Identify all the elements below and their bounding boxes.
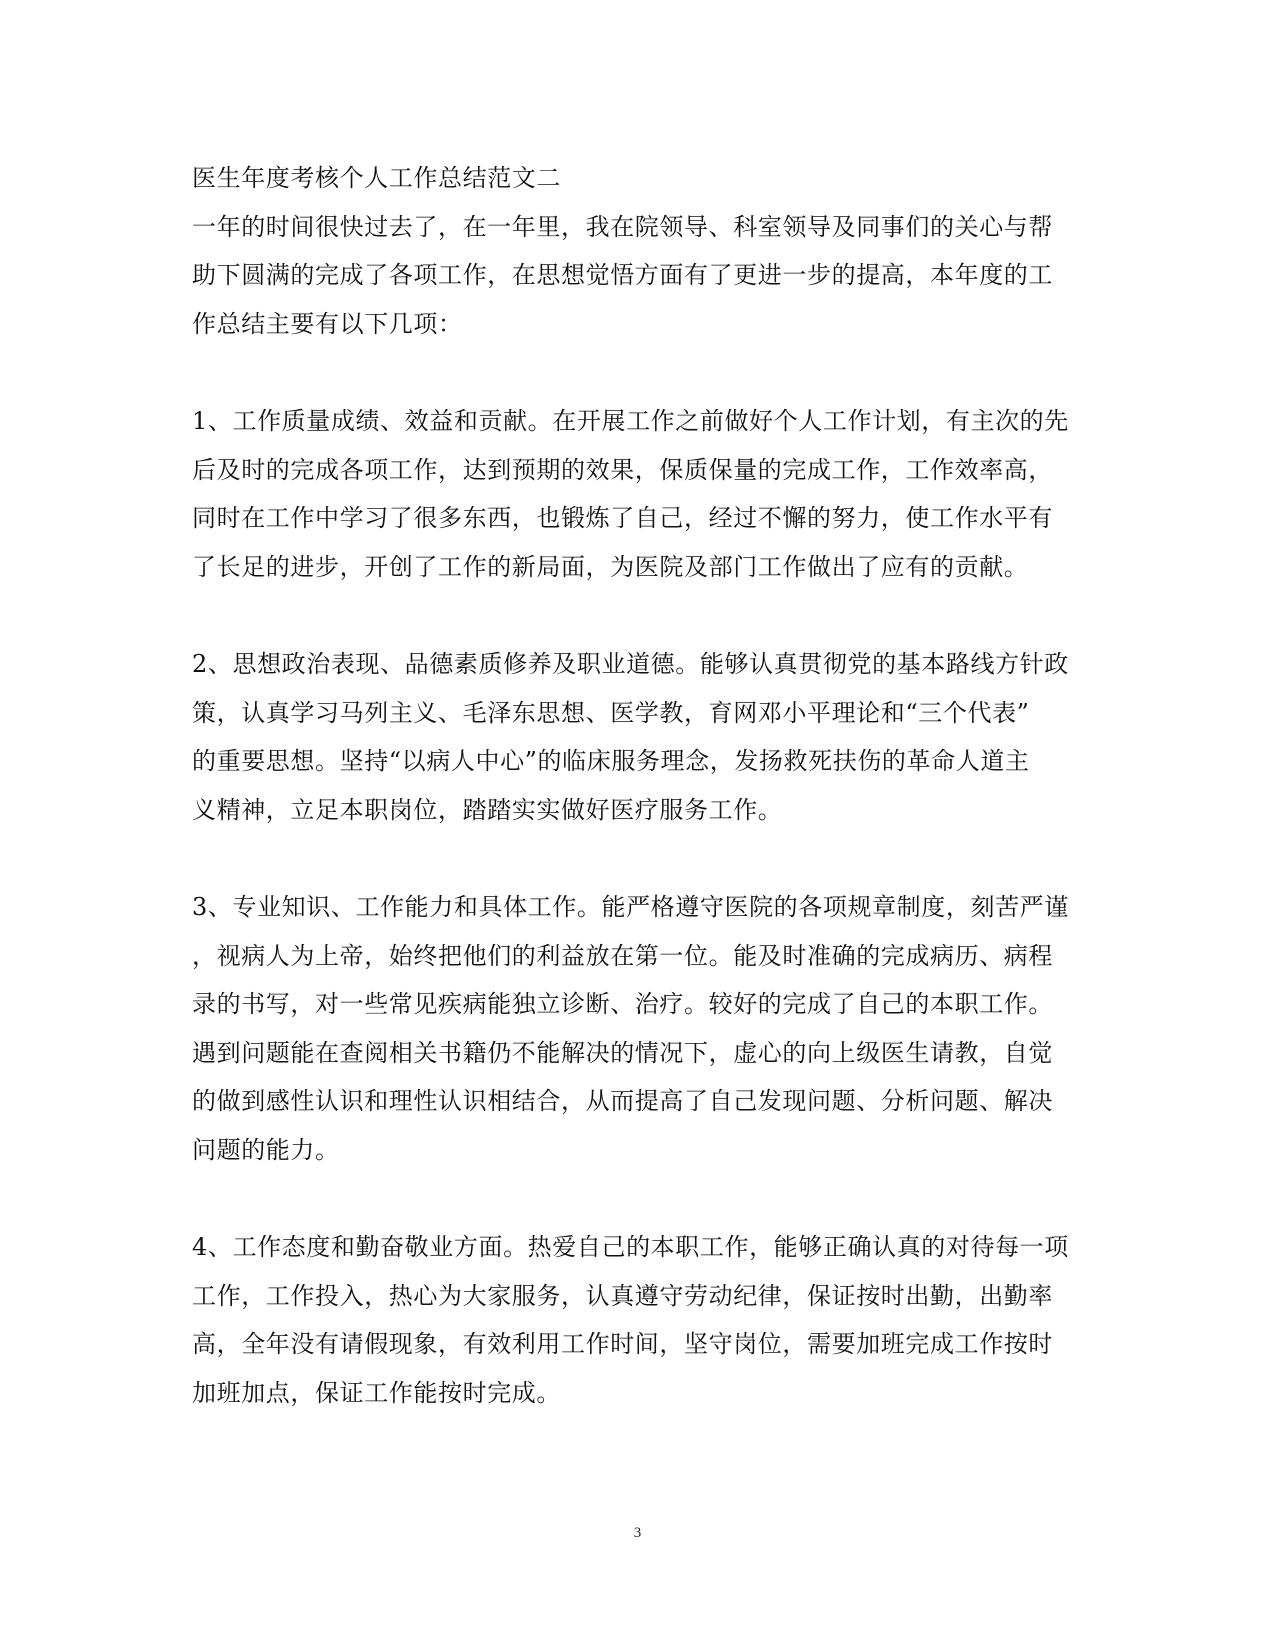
- document-title: 医生年度考核个人工作总结范文二: [192, 164, 561, 192]
- paragraph-line: 助下圆满的完成了各项工作，在思想觉悟方面有了更进一步的提高，本年度的工: [192, 261, 1053, 289]
- paragraph-line: 的重要思想。坚持“以病人中心”的临床服务理念，发扬救死扶伤的革命人道主: [192, 747, 1030, 775]
- section-1-paragraph: [192, 397, 1082, 591]
- paragraph-line: 了长足的进步，开创了工作的新局面，为医院及部门工作做出了应有的贡献。: [192, 552, 1029, 581]
- intro-paragraph: [192, 203, 1082, 349]
- paragraph-line: 4、工作态度和勤奋敬业方面。热爱自己的本职工作，能够正确认真的对待每一项: [192, 1233, 1069, 1261]
- paragraph-line: 义精神，立足本职岗位，踏踏实实做好医疗服务工作。: [192, 795, 783, 824]
- paragraph-spacer: [192, 834, 1082, 883]
- paragraph-line: 遇到问题能在查阅相关书籍仍不能解决的情况下，虚心的向上级医生请教，自觉: [192, 1038, 1053, 1067]
- section-2-paragraph: [192, 640, 1082, 834]
- paragraph-line: 1、工作质量成绩、效益和贡献。在开展工作之前做好个人工作计划，有主次的先: [192, 407, 1069, 435]
- paragraph-line: 一年的时间很快过去了，在一年里，我在院领导、科室领导及同事们的关心与帮: [192, 212, 1053, 241]
- paragraph-line: 后及时的完成各项工作，达到预期的效果，保质保量的完成工作，工作效率高，: [192, 455, 1053, 484]
- paragraph-line: 的做到感性认识和理性认识相结合，从而提高了自己发现问题、分析问题、解决: [192, 1087, 1053, 1115]
- paragraph-line: 加班加点，保证工作能按时完成。: [192, 1378, 561, 1407]
- paragraph-line: 3、专业知识、工作能力和具体工作。能严格遵守医院的各项规章制度，刻苦严谨: [192, 893, 1069, 921]
- paragraph-line: 策，认真学习马列主义、毛泽东思想、医学教，育网邓小平理论和“三个代表”: [192, 698, 1030, 727]
- paragraph-line: 录的书写，对一些常见疾病能独立诊断、治疗。较好的完成了自己的本职工作。: [192, 990, 1053, 1018]
- document-body: [192, 154, 1082, 1417]
- paragraph-spacer: [192, 591, 1082, 640]
- paragraph-line: 高，全年没有请假现象，有效利用工作时间，坚守岗位，需要加班完成工作按时: [192, 1330, 1053, 1358]
- section-3-paragraph: [192, 883, 1082, 1174]
- paragraph-line: 作总结主要有以下几项：: [192, 309, 463, 338]
- paragraph-line: 2、思想政治表现、品德素质修养及职业道德。能够认真贯彻党的基本路线方针政: [192, 650, 1069, 678]
- page-number: 3: [633, 1525, 642, 1541]
- paragraph-line: 同时在工作中学习了很多东西，也锻炼了自己，经过不懈的努力，使工作水平有: [192, 504, 1053, 532]
- paragraph-spacer: [192, 348, 1082, 397]
- paragraph-line: ，视病人为上帝，始终把他们的利益放在第一位。能及时准确的完成病历、病程: [192, 941, 1053, 970]
- paragraph-line: 工作，工作投入，热心为大家服务，认真遵守劳动纪律，保证按时出勤，出勤率: [192, 1281, 1053, 1310]
- section-4-paragraph: [192, 1223, 1082, 1417]
- paragraph-line: 问题的能力。: [192, 1135, 340, 1164]
- paragraph-spacer: [192, 1174, 1082, 1223]
